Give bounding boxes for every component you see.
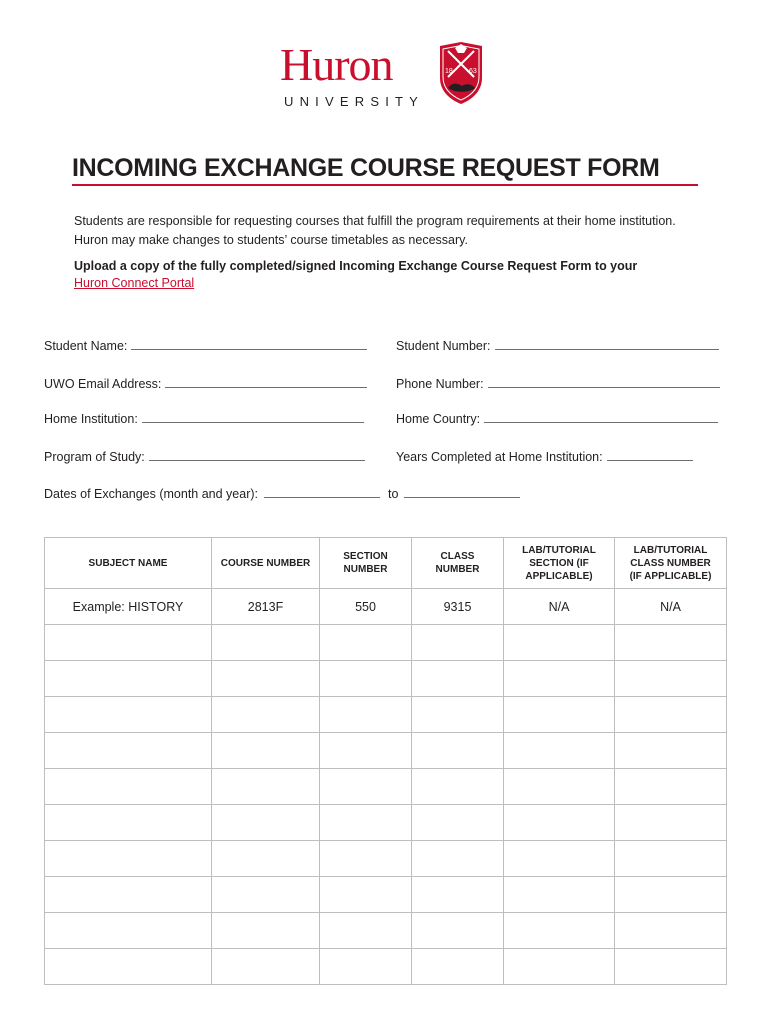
student-number-input-line[interactable]: [495, 348, 719, 350]
table-cell[interactable]: [212, 913, 320, 949]
table-cell[interactable]: [45, 877, 212, 913]
huron-logo: [280, 39, 495, 112]
huron-connect-portal-link[interactable]: Huron Connect Portal: [74, 276, 195, 290]
phone-field[interactable]: [396, 373, 720, 391]
table-row: [45, 913, 727, 949]
email-field[interactable]: [44, 373, 367, 391]
table-cell[interactable]: [504, 661, 615, 697]
dates-from-input-line[interactable]: [264, 496, 380, 498]
course-number-header: COURSE NUMBER: [212, 538, 320, 589]
logo-subtitle: UNIVERSITY: [284, 94, 425, 109]
crest-icon: [438, 42, 484, 104]
home-country-input-line[interactable]: [484, 421, 718, 423]
table-cell[interactable]: [212, 733, 320, 769]
upload-instruction: [74, 258, 684, 292]
table-cell[interactable]: [45, 913, 212, 949]
table-cell[interactable]: [320, 877, 412, 913]
table-cell[interactable]: [504, 733, 615, 769]
table-cell[interactable]: [615, 877, 727, 913]
table-row: [45, 769, 727, 805]
table-cell[interactable]: [320, 625, 412, 661]
class-number-header: CLASS NUMBER: [412, 538, 504, 589]
email-label: UWO Email Address:: [44, 377, 162, 391]
table-cell[interactable]: [212, 697, 320, 733]
table-cell[interactable]: [504, 769, 615, 805]
home-institution-label: Home Institution:: [44, 412, 138, 426]
table-cell[interactable]: [615, 841, 727, 877]
program-field[interactable]: [44, 446, 365, 464]
student-number-field[interactable]: [396, 335, 719, 353]
example-subject-cell: Example: HISTORY: [45, 589, 212, 625]
table-cell[interactable]: [504, 877, 615, 913]
table-cell[interactable]: [412, 625, 504, 661]
table-cell[interactable]: [45, 661, 212, 697]
table-cell[interactable]: [212, 877, 320, 913]
example-course-number-cell: 2813F: [212, 589, 320, 625]
table-cell[interactable]: [615, 913, 727, 949]
table-cell[interactable]: [412, 913, 504, 949]
years-completed-field[interactable]: [396, 446, 693, 464]
table-cell[interactable]: [504, 697, 615, 733]
student-name-input-line[interactable]: [131, 348, 367, 350]
table-cell[interactable]: [615, 697, 727, 733]
table-cell[interactable]: [615, 625, 727, 661]
table-cell[interactable]: [412, 841, 504, 877]
table-row: [45, 877, 727, 913]
table-cell[interactable]: [412, 805, 504, 841]
table-cell[interactable]: [412, 949, 504, 985]
student-number-label: Student Number:: [396, 339, 491, 353]
table-cell[interactable]: [615, 805, 727, 841]
table-row: [45, 661, 727, 697]
table-cell[interactable]: [412, 661, 504, 697]
table-cell[interactable]: [412, 733, 504, 769]
lab-tutorial-section-header: LAB/TUTORIAL SECTION (IF APPLICABLE): [504, 538, 615, 589]
years-completed-input-line[interactable]: [607, 459, 693, 461]
phone-input-line[interactable]: [488, 386, 720, 388]
table-header-row: [45, 538, 727, 589]
program-input-line[interactable]: [149, 459, 365, 461]
table-cell[interactable]: [504, 805, 615, 841]
table-row: [45, 805, 727, 841]
logo-wordmark: Huron: [280, 39, 393, 90]
intro-text: Students are responsible for requesting courses that fulfill the program requirements at their home institution. Huron may make changes to students’ course timetables as necessary.: [74, 214, 676, 247]
student-name-label: Student Name:: [44, 339, 128, 353]
table-cell[interactable]: [412, 877, 504, 913]
table-row: [45, 697, 727, 733]
example-lab-class-number-cell: N/A: [615, 589, 727, 625]
home-institution-field[interactable]: [44, 408, 364, 426]
table-row: [45, 625, 727, 661]
table-cell[interactable]: [212, 769, 320, 805]
upload-instruction-text: Upload a copy of the fully completed/signed Incoming Exchange Course Request Form to your: [74, 259, 638, 273]
program-label: Program of Study:: [44, 450, 145, 464]
table-cell[interactable]: [212, 949, 320, 985]
example-section-number-cell: 550: [320, 589, 412, 625]
example-lab-section-cell: N/A: [504, 589, 615, 625]
table-cell[interactable]: [320, 769, 412, 805]
table-cell[interactable]: [45, 949, 212, 985]
table-cell[interactable]: [615, 949, 727, 985]
example-row: [45, 589, 727, 625]
subject-name-header: SUBJECT NAME: [45, 538, 212, 589]
table-cell[interactable]: [320, 913, 412, 949]
dates-label: Dates of Exchanges (month and year):: [44, 487, 259, 501]
table-cell[interactable]: [45, 769, 212, 805]
table-cell[interactable]: [412, 769, 504, 805]
form-title: INCOMING EXCHANGE COURSE REQUEST FORM: [72, 154, 660, 182]
table-cell[interactable]: [45, 625, 212, 661]
svg-text:18: 18: [445, 68, 453, 75]
section-number-header: SECTION NUMBER: [320, 538, 412, 589]
years-completed-label: Years Completed at Home Institution:: [396, 450, 603, 464]
table-cell[interactable]: [504, 949, 615, 985]
lab-tutorial-class-number-header: LAB/TUTORIAL CLASS NUMBER (IF APPLICABLE): [615, 538, 727, 589]
example-class-number-cell: 9315: [412, 589, 504, 625]
table-cell[interactable]: [320, 697, 412, 733]
table-cell[interactable]: [320, 661, 412, 697]
table-cell[interactable]: [615, 661, 727, 697]
table-row: [45, 841, 727, 877]
title-underline: [72, 184, 698, 186]
table-cell[interactable]: [45, 733, 212, 769]
table-cell[interactable]: [504, 841, 615, 877]
table-cell[interactable]: [212, 661, 320, 697]
svg-text:63: 63: [469, 68, 477, 75]
table-cell[interactable]: [504, 913, 615, 949]
student-name-field[interactable]: [44, 335, 367, 353]
table-cell[interactable]: [320, 949, 412, 985]
table-cell[interactable]: [45, 805, 212, 841]
table-cell[interactable]: [320, 805, 412, 841]
email-input-line[interactable]: [165, 386, 367, 388]
table-row: [45, 949, 727, 985]
home-country-label: Home Country:: [396, 412, 481, 426]
table-cell[interactable]: [412, 697, 504, 733]
home-country-field[interactable]: [396, 408, 718, 426]
dates-to-input-line[interactable]: [404, 496, 520, 498]
table-cell[interactable]: [45, 697, 212, 733]
dates-to-label: to: [388, 487, 399, 501]
home-institution-input-line[interactable]: [142, 421, 364, 423]
table-cell[interactable]: [320, 841, 412, 877]
table-cell[interactable]: [212, 841, 320, 877]
table-cell[interactable]: [45, 841, 212, 877]
table-cell[interactable]: [320, 733, 412, 769]
table-cell[interactable]: [504, 625, 615, 661]
phone-label: Phone Number:: [396, 377, 484, 391]
table-cell[interactable]: [212, 625, 320, 661]
table-row: [45, 733, 727, 769]
table-cell[interactable]: [615, 769, 727, 805]
table-cell[interactable]: [212, 805, 320, 841]
dates-field[interactable]: [44, 483, 520, 501]
course-request-table: [44, 537, 727, 985]
table-cell[interactable]: [615, 733, 727, 769]
